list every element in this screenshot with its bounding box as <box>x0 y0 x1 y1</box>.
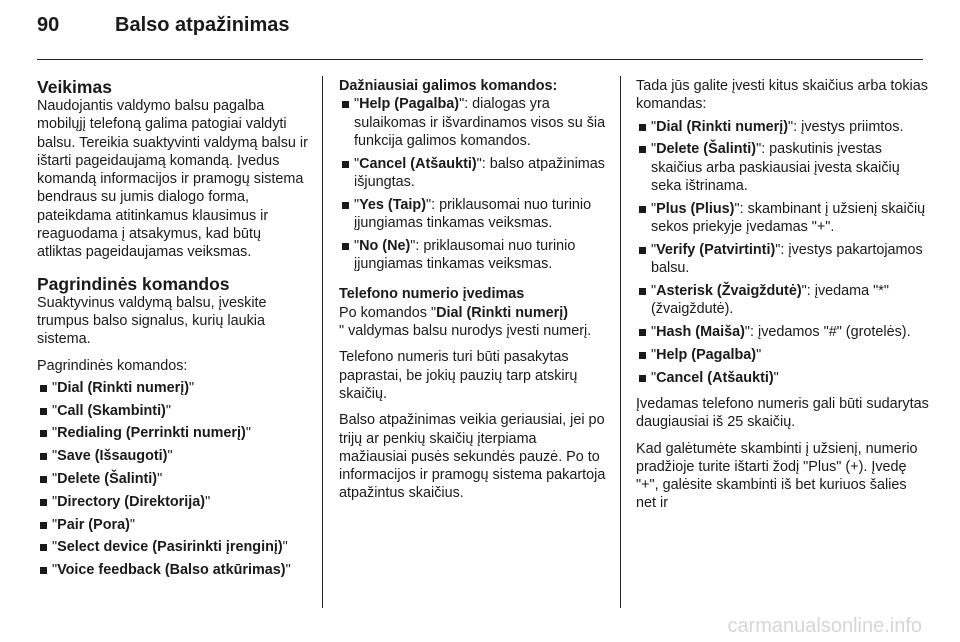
command-name: Redialing (Perrinkti numerį) <box>57 425 246 442</box>
command-name: Voice feedback (Balso atkūrimas) <box>57 562 286 579</box>
paragraph-phone-dial: Po komandos "Dial (Rinkti numerį) " valdymas balsu nurodys įvesti numerį. <box>339 304 592 340</box>
command-description: : įvedama "*" (žvaigždutė). <box>651 282 889 318</box>
paragraph-basic-intro: Pagrindinės komandos: <box>37 357 188 374</box>
closing-quote: " <box>756 346 762 363</box>
column-middle <box>339 77 607 511</box>
command-name: Yes (Taip) <box>359 196 427 213</box>
command-description: : paskutinis įvestas skaičius arba paskiausiai įvesta skaičių seka ištrinama. <box>651 141 900 194</box>
command-name: Hash (Maiša) <box>656 324 745 341</box>
paragraph-phone-plain: Telefono numeris turi būti pasakytas paprastai, be jokių pauzių tarp atskirų skaičių. <box>339 349 578 402</box>
list-item: "Cancel (Atšaukti)" <box>636 369 930 387</box>
command-name: Delete (Šalinti) <box>57 471 158 488</box>
list-item: "Plus (Plius)": skambinant į užsienį skaičių sekos priekyje įvedamas "+". <box>636 200 930 237</box>
basic-command-list <box>37 379 309 580</box>
watermark: carmanualsonline.info <box>727 615 922 637</box>
paragraph-international: Kad galėtumėte skambinti į užsienį, numerio pradžioje turite ištarti žodį "Plus" (+). Įvedę "+", galėsite skambinti iš bet kuriuos šalies net ir <box>636 440 918 512</box>
list-item: "Yes (Taip)": priklausomai nuo turinio įjungiamas tinkamas veiksmas. <box>339 196 607 233</box>
frequent-command-list <box>339 95 607 273</box>
command-name: Save (Išsaugoti) <box>57 448 168 465</box>
page-number: 90 <box>37 14 60 36</box>
command-description: : skambinant į užsienį skaičių sekos priekyje įvedamas "+". <box>651 200 926 236</box>
dial-command: Dial (Rinkti numerį) <box>436 304 569 321</box>
command-name: Cancel (Atšaukti) <box>656 369 774 386</box>
paragraph-max-digits: Įvedamas telefono numeris gali būti sudarytas daugiausiai iš 25 skaičių. <box>636 395 929 431</box>
closing-quote: " <box>773 369 779 386</box>
command-name: Pair (Pora) <box>57 516 130 533</box>
list-item: "Verify (Patvirtinti)": įvestys pakartojamos balsu. <box>636 241 930 278</box>
heading-basic-commands: Pagrindinės komandos <box>37 273 230 294</box>
list-item: "Pair (Pora)" <box>37 516 309 534</box>
closing-quote: " <box>756 141 762 158</box>
list-item: "Dial (Rinkti numerį)": įvestys priimtos. <box>636 118 930 136</box>
closing-quote: " <box>775 241 781 258</box>
command-name: Asterisk (Žvaigždutė) <box>656 282 802 299</box>
list-item: "Redialing (Perrinkti numerį)" <box>37 424 309 442</box>
closing-quote: " <box>744 324 750 341</box>
command-name: Cancel (Atšaukti) <box>359 155 477 172</box>
paragraph-phone-pause: Balso atpažinimas veikia geriausiai, jei po trijų ar penkių skaičių įterpiama mažiausiai pusės sekundės pauzė. Po to informacijos ir pramogų sistema pakartoja atpažintus skaičius. <box>339 412 606 502</box>
column-divider <box>322 76 323 608</box>
command-description: : dialogas yra sulaikomas ir išvardinamos visos su šia funkcija galimos komandos. <box>354 96 606 149</box>
column-divider <box>620 76 621 608</box>
command-name: No (Ne) <box>359 237 411 254</box>
list-item: "Delete (Šalinti)" <box>37 470 309 488</box>
list-item: "Voice feedback (Balso atkūrimas)" <box>37 561 309 579</box>
header-rule <box>37 59 923 60</box>
list-item: "Cancel (Atšaukti)": balso atpažinimas išjungtas. <box>339 155 607 192</box>
column-left <box>37 77 309 588</box>
closing-quote: " <box>801 282 807 299</box>
page-title: Balso atpažinimas <box>115 14 290 36</box>
closing-quote: " <box>788 118 794 135</box>
command-name: Delete (Šalinti) <box>656 141 757 158</box>
entry-command-list <box>636 118 930 387</box>
list-item: "Save (Išsaugoti)" <box>37 447 309 465</box>
closing-quote: " <box>734 200 740 217</box>
heading-operation: Veikimas <box>37 77 112 97</box>
page-header <box>37 14 290 50</box>
list-item: "Delete (Šalinti)": paskutinis įvestas skaičius arba paskiausiai įvesta skaičių seka ištrinama. <box>636 140 930 195</box>
command-description: : įvedamos "#" (grotelės). <box>750 324 911 341</box>
command-name: Dial (Rinkti numerį) <box>656 118 789 135</box>
command-name: Verify (Patvirtinti) <box>656 241 776 258</box>
command-description: : priklausomai nuo turinio įjungiamas tinkamas veiksmas. <box>354 196 592 232</box>
command-description: : balso atpažinimas išjungtas. <box>354 155 605 190</box>
paragraph-activate: Suaktyvinus valdymą balsu, įveskite trumpus balso signalus, kurių laukia sistema. <box>37 294 267 348</box>
command-name: Select device (Pasirinkti įrenginį) <box>57 539 283 556</box>
command-description: : įvestys priimtos. <box>793 118 904 135</box>
command-name: Help (Pagalba) <box>359 96 460 113</box>
command-name: Dial (Rinkti numerį) <box>57 379 190 396</box>
list-item: "Dial (Rinkti numerį)" <box>37 379 309 397</box>
command-name: Help (Pagalba) <box>656 346 757 363</box>
command-description: : įvestys pakartojamos balsu. <box>651 241 923 277</box>
list-item: "Directory (Direktorija)" <box>37 493 309 511</box>
list-item: "Hash (Maiša)": įvedamos "#" (grotelės). <box>636 323 930 341</box>
command-name: Call (Skambinti) <box>57 402 166 419</box>
heading-phone-entry: Telefono numerio įvedimas <box>339 286 525 303</box>
list-item: "Select device (Pasirinkti įrenginį)" <box>37 538 309 556</box>
heading-frequent-commands: Dažniausiai galimos komandos: <box>339 78 558 94</box>
command-name: Plus (Plius) <box>656 200 735 217</box>
paragraph-further-input: Tada jūs galite įvesti kitus skaičius arba tokias komandas: <box>636 78 928 113</box>
command-description: : priklausomai nuo turinio įjungiamas tinkamas veiksmas. <box>354 237 576 273</box>
list-item: "Help (Pagalba)" <box>636 346 930 364</box>
column-right <box>636 77 930 521</box>
command-name: Directory (Direktorija) <box>57 493 206 510</box>
paragraph-operation: Naudojantis valdymo balsu pagalba mobilųjį telefoną galima patogiai valdyti balsu. Tereikia suaktyvinti valdymą balsu ir ištarti pageidaujamą komandą. Įvedus komandą informacijos ir pramogų sistema bendraus su jumis dialogo forma, pateikdama atitinkamus klausimus ir reaguodama į atsakymus, kad būtų atliktas pageidaujamas veiksmas. <box>37 98 308 261</box>
list-item: "Asterisk (Žvaigždutė)": įvedama "*" (žvaigždutė). <box>636 282 930 319</box>
list-item: "No (Ne)": priklausomai nuo turinio įjungiamas tinkamas veiksmas. <box>339 237 607 274</box>
list-item: "Help (Pagalba)": dialogas yra sulaikomas ir išvardinamos visos su šia funkcija galimos komandos. <box>339 95 607 150</box>
list-item: "Call (Skambinti)" <box>37 402 309 420</box>
